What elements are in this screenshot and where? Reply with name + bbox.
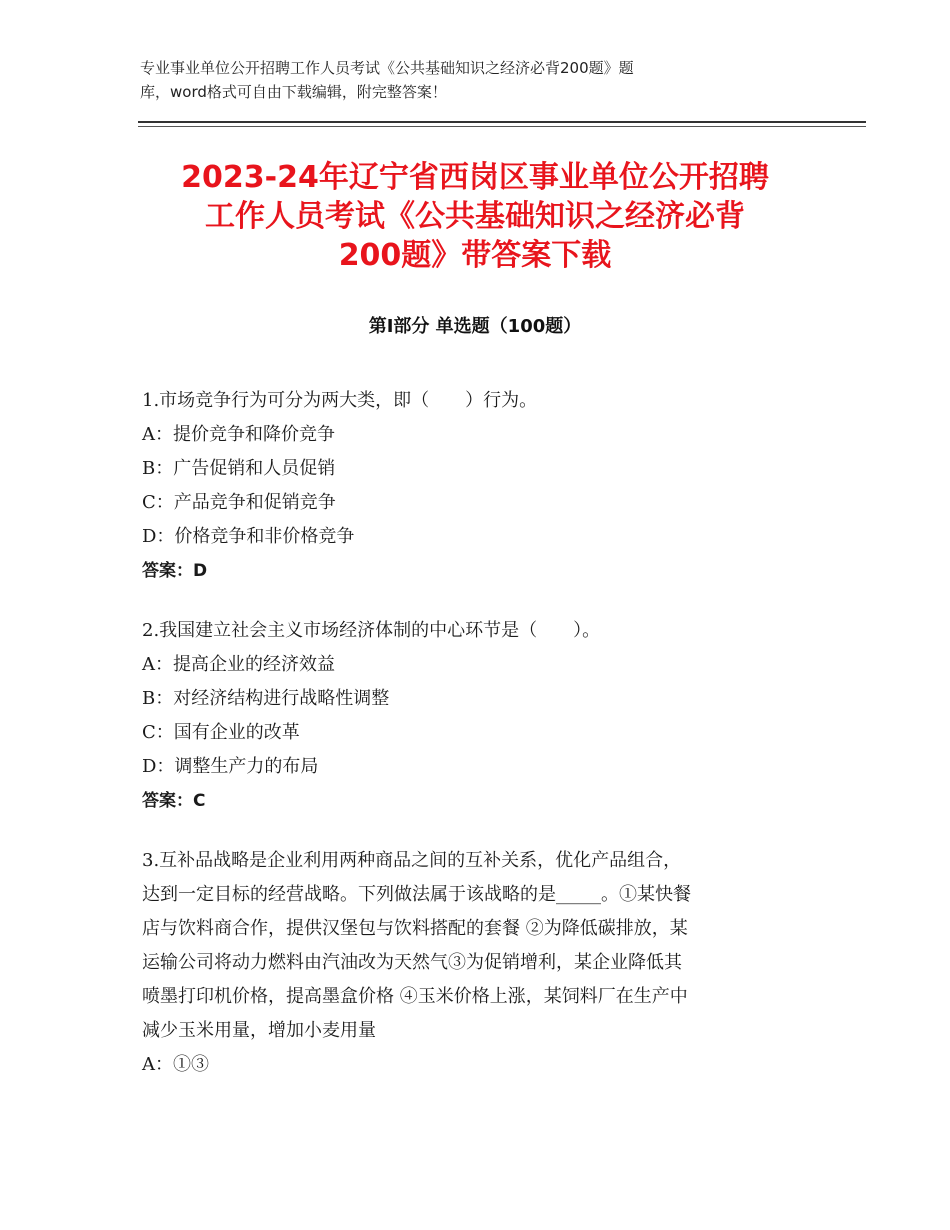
- answer: 答案：C: [142, 791, 206, 811]
- option-d: D：调整生产力的布局: [142, 756, 319, 777]
- option-a: A：提高企业的经济效益: [142, 654, 335, 675]
- option-b: B：对经济结构进行战略性调整: [142, 688, 390, 709]
- header-note: [140, 56, 780, 104]
- question-stem-line: 达到一定目标的经营战略。下列做法属于该战略的是_____。①某快餐: [142, 884, 691, 905]
- option-b: B：广告促销和人员促销: [142, 458, 336, 479]
- question-stem: [142, 384, 812, 418]
- question-1: [142, 384, 812, 588]
- title-line-2: 工作人员考试《公共基础知识之经济必背: [205, 199, 745, 234]
- question-stem-line: 运输公司将动力燃料由汽油改为天然气③为促销增利，某企业降低其: [142, 952, 682, 973]
- header-rule-thin: [138, 126, 866, 127]
- question-3: [142, 844, 812, 1082]
- option-d: D：价格竞争和非价格竞争: [142, 526, 355, 547]
- header-note-line-2: 库，word格式可自由下载编辑，附完整答案！: [140, 83, 447, 101]
- question-stem-line: 3.互补品战略是企业利用两种商品之间的互补关系，优化产品组合，: [142, 850, 682, 871]
- option-c: C：国有企业的改革: [142, 722, 300, 743]
- header-note-line-1: 专业事业单位公开招聘工作人员考试《公共基础知识之经济必背200题》题: [140, 59, 634, 77]
- question-list: [142, 384, 812, 1108]
- question-stem: [142, 844, 812, 1048]
- title-line-3: 200题》带答案下载: [338, 238, 612, 273]
- title-line-1: 2023-24年辽宁省西岗区事业单位公开招聘: [181, 160, 769, 195]
- question-stem-line: 喷墨打印机价格，提高墨盒价格 ④玉米价格上涨，某饲料厂在生产中: [142, 986, 688, 1007]
- answer: 答案：D: [142, 561, 208, 581]
- question-stem-line: 1.市场竞争行为可分为两大类，即（ ）行为。: [142, 390, 538, 411]
- question-stem-line: 店与饮料商合作，提供汉堡包与饮料搭配的套餐 ②为降低碳排放，某: [142, 918, 688, 939]
- section-heading: 第Ⅰ部分 单选题（100题）: [368, 316, 582, 337]
- header-rule-thick: [138, 121, 866, 123]
- option-a: A：提价竞争和降价竞争: [142, 424, 335, 445]
- option-a: A：①③: [142, 1054, 209, 1075]
- option-c: C：产品竞争和促销竞争: [142, 492, 336, 513]
- question-stem-line: 减少玉米用量，增加小麦用量: [142, 1020, 376, 1041]
- question-stem-line: 2.我国建立社会主义市场经济体制的中心环节是（ ）。: [142, 620, 601, 641]
- question-2: [142, 614, 812, 818]
- question-stem: [142, 614, 812, 648]
- document-title: [120, 158, 830, 275]
